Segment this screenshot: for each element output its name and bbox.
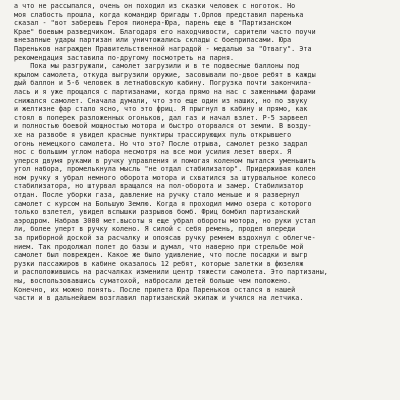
text-line: стабилизатора, но штурвал вращался на пол-оборота и замер. Стабилизатор bbox=[14, 182, 304, 191]
text-line: и полностью боевой мощностью мотора и быстро оторвался от земли. В возду- bbox=[14, 122, 312, 131]
text-line: и желтизне фар стало ясно, что это фриц. Я прыгнул в кабину и прямо, как bbox=[14, 105, 308, 114]
text-line: части и в дальнейшем возглавил партизанский экипаж и учился на летчика. bbox=[14, 294, 304, 303]
text-line: только взлетел, увидел вспышки разрывов бомб. Фриц бомбил партизанский bbox=[14, 208, 300, 217]
text-line: аэродром. Набрав 3000 мет.высоты я еще убрал обороты мотора, но руки устал bbox=[14, 216, 316, 225]
text-line: нос с большим углом набора несмотря на все мои усилия лезет вверх. Я bbox=[14, 148, 292, 157]
text-line: Пареньков награжден Правительственной наградой - медалью за "Отвагу". Эта bbox=[14, 44, 312, 53]
text-line: и расположившись на расчалках изменили центр тяжести самолета. Это партизаны, bbox=[14, 268, 328, 277]
text-line: внезапные удары партизан или уничтожались склады с боеприпасами. Юра bbox=[14, 36, 292, 45]
text-line: ном ручку я убрал немного оборота мотора и схватился за штурвальное колесо bbox=[14, 173, 316, 182]
text-line: крылом самолета, откуда выгрузили оружие, засовывали по-двое ребят в кажды bbox=[14, 70, 316, 79]
text-line: угол набора, промелькнула мысль "не отдал стабилизатор". Придерживая колен bbox=[14, 165, 316, 174]
text-line: уперся двумя руками в ручку управления и помогая коленом пытался уменьшить bbox=[14, 156, 316, 165]
text-line: самолет был поврежден. Какое же было удивление, что после посадки и выгр bbox=[14, 251, 308, 260]
text-line: за приборной доской за расчалку и опоясав ручку ремнем вздохнул с облегче- bbox=[14, 234, 316, 243]
text-line: дый баллон и 5-6 человек в летнабовскую кабину. Погрузка почти закончила- bbox=[14, 79, 312, 88]
text-line: стоял в поперек разложенных огоньков, дал газ и начал взлет. Р-5 зарвеел bbox=[14, 113, 308, 122]
text-line: а что не рассыпался, очень он походил из сказки человек с ноготок. Но bbox=[14, 2, 296, 10]
text-line: снижался самолет. Сначала думали, что это еще один из наших, но по звуку bbox=[14, 96, 308, 105]
text-line: рузки пассажиров в кабине оказалось 12 ребят, которые залетки в фюзеляж bbox=[14, 259, 304, 268]
text-line: отдан. После уборки газа, давление на ручку стало меньше и я развернул bbox=[14, 191, 300, 200]
text-line: огонь немецкого самолета. Но что это? После отрыва, самолет резко задрал bbox=[14, 139, 308, 148]
text-line: моя слабость прошла, когда командир бригады т.Орлов представил паренька bbox=[14, 10, 304, 19]
text-line: Крае" боевым разведчиком. Благодаря его находчивости, сарители часто поучи bbox=[14, 27, 316, 36]
text-line: ли, более уперт в ручку колено. Я силой с себя ремень, продел впереди bbox=[14, 225, 296, 234]
text-line: сказал - "вот заберешь Героя пионера-Юра, парень еще в "Партизанском bbox=[14, 19, 292, 28]
text-line: самолет с курсом на Большую Землю. Когда я проходил мимо озера с которого bbox=[14, 199, 312, 208]
text-line: рекомендация заставила по-другому посмотреть на парня. bbox=[14, 53, 235, 62]
text-line: хе на развобе я увидел красные пунктиры трассирующих пуль открывшего bbox=[14, 130, 292, 139]
text-line: Пока мы разгружали, самолет загрузили и в те подвесные баллоны под bbox=[14, 62, 300, 71]
text-line: Конечно, их можно понять. После прилета Юра Пареньков остался в нашей bbox=[14, 285, 296, 294]
text-line: лась и я уже прощался с партизанами, когда прямо на нас с заженными фарами bbox=[14, 87, 316, 96]
text-line: ны, воспользовавшись суматохой, набросали детей больше чем положено. bbox=[14, 277, 292, 285]
text-line: нием. Так продолжал полет до базы и думал, что наверно при стрельбе мой bbox=[14, 242, 304, 251]
